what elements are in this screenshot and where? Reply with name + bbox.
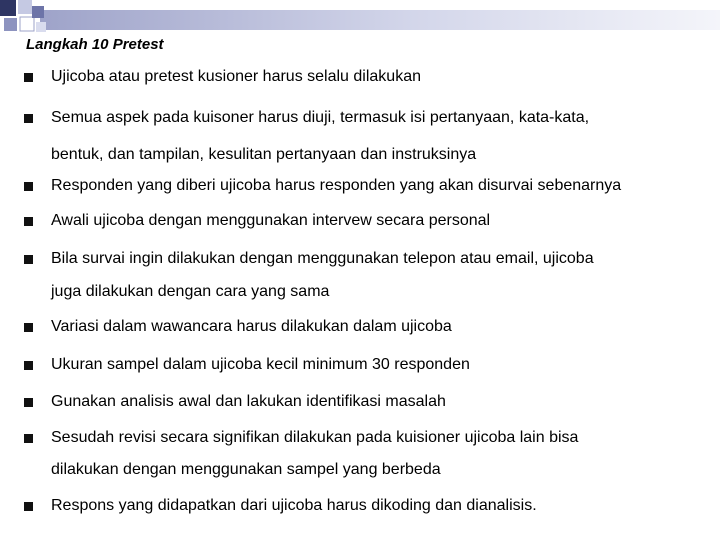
square-bullet-icon xyxy=(24,361,33,370)
header-decoration xyxy=(0,0,720,40)
bullet-text: Sesudah revisi secara signifikan dilakukan pada kuisioner ujicoba lain bisa xyxy=(51,429,579,446)
square-bullet-icon xyxy=(24,398,33,407)
page-title: Langkah 10 Pretest xyxy=(26,36,164,53)
bullet-text: Awali ujicoba dengan menggunakan intervew secara personal xyxy=(51,212,491,229)
square-bullet-icon xyxy=(24,323,33,332)
square-bullet-icon xyxy=(24,434,33,443)
square-bullet-icon xyxy=(24,217,33,226)
bullet-text: Variasi dalam wawancara harus dilakukan dalam ujicoba xyxy=(51,318,452,335)
bullet-text: Respons yang didapatkan dari ujicoba harus dikoding dan dianalisis. xyxy=(51,497,537,514)
bullet-text: Semua aspek pada kuisoner harus diuji, termasuk isi pertanyaan, kata-kata, xyxy=(51,109,590,126)
bullet-text-continued: juga dilakukan dengan cara yang sama xyxy=(51,283,330,300)
bullet-text: Ukuran sampel dalam ujicoba kecil minimum 30 responden xyxy=(51,356,470,373)
square-bullet-icon xyxy=(24,255,33,264)
square-bullet-icon xyxy=(24,182,33,191)
square-bullet-icon xyxy=(24,114,33,123)
bullet-text: Bila survai ingin dilakukan dengan menggunakan telepon atau email, ujicoba xyxy=(51,250,594,267)
bullet-text-continued: dilakukan dengan menggunakan sampel yang berbeda xyxy=(51,461,441,478)
bullet-text: Responden yang diberi ujicoba harus responden yang akan disurvai sebenarnya xyxy=(51,177,622,194)
bullet-text: Ujicoba atau pretest kusioner harus selalu dilakukan xyxy=(51,68,421,85)
bullet-text: Gunakan analisis awal dan lakukan identifikasi masalah xyxy=(51,393,446,410)
bullet-text-continued: bentuk, dan tampilan, kesulitan pertanyaan dan instruksinya xyxy=(51,146,477,163)
square-bullet-icon xyxy=(24,502,33,511)
square-bullet-icon xyxy=(24,73,33,82)
